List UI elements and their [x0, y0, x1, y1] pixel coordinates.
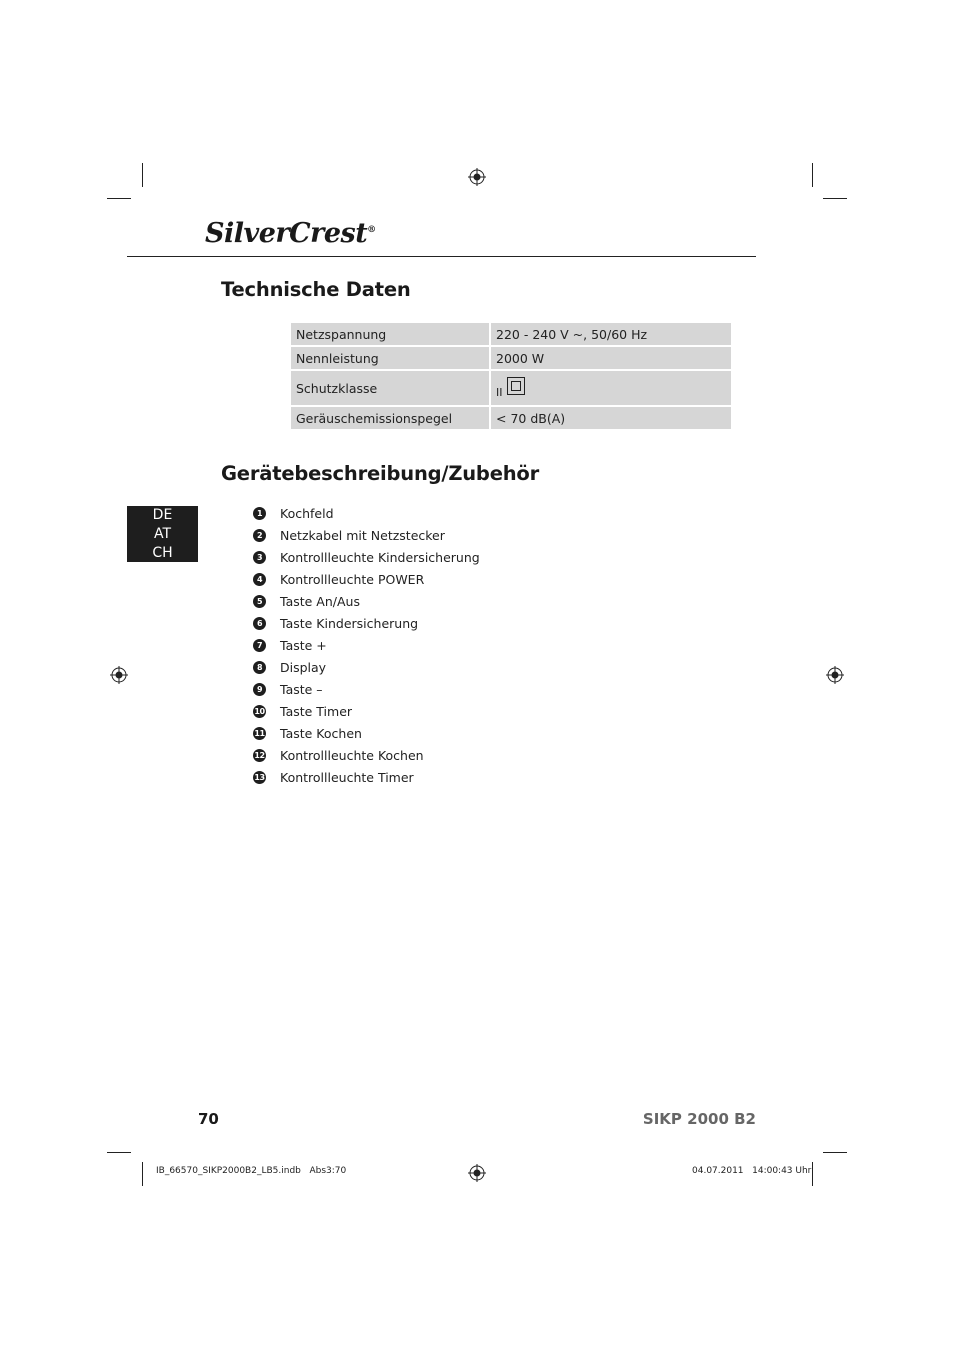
page-number: 70: [198, 1110, 219, 1128]
parts-list: [253, 502, 480, 788]
item-label: Display: [280, 659, 327, 675]
spec-label: Nennleistung: [291, 347, 489, 369]
item-number-badge: 4: [253, 573, 266, 586]
list-item: [253, 568, 480, 590]
header-divider: [127, 256, 756, 257]
item-label: Netzkabel mit Netzstecker: [280, 527, 445, 543]
item-label: Taste An/Aus: [280, 593, 360, 609]
crop-mark: [142, 163, 143, 187]
crop-mark: [142, 1162, 143, 1186]
language-code: CH: [152, 545, 173, 561]
list-item: [253, 590, 480, 612]
item-number-badge: 3: [253, 551, 266, 564]
table-row: [291, 407, 731, 429]
language-tab: [127, 506, 198, 562]
language-code: AT: [153, 526, 172, 542]
item-number-badge: 10: [254, 706, 265, 716]
section-title-description: Gerätebeschreibung/Zubehör: [221, 462, 540, 485]
print-slug-file: IB_66570_SIKP2000B2_LB5.indb Abs3:70: [156, 1166, 347, 1176]
item-number-badge: 6: [253, 617, 266, 630]
item-label: Kontrollleuchte Kindersicherung: [280, 549, 480, 565]
table-row: [291, 371, 731, 405]
spec-value: [491, 371, 731, 405]
item-label: Kontrollleuchte Timer: [280, 769, 414, 785]
item-label: Taste Kochen: [280, 725, 362, 741]
crop-mark: [812, 1162, 813, 1186]
spec-value: 220 - 240 V ~, 50/60 Hz: [491, 323, 731, 345]
crop-mark: [823, 1152, 847, 1153]
spec-label: Schutzklasse: [291, 371, 489, 405]
list-item: [253, 634, 480, 656]
item-label: Taste –: [280, 681, 323, 697]
item-number-badge: 12: [254, 750, 265, 760]
list-item: [253, 656, 480, 678]
list-item: [253, 722, 480, 744]
crop-mark: [812, 163, 813, 187]
crop-mark: [107, 198, 131, 199]
registration-mark-icon: [110, 666, 128, 684]
table-row: [291, 323, 731, 345]
registration-mark-icon: [468, 168, 486, 186]
item-number-badge: 5: [253, 595, 266, 608]
list-item: [253, 546, 480, 568]
print-slug-date: 04.07.2011 14:00:43 Uhr: [692, 1166, 812, 1176]
spec-label: Netzspannung: [291, 323, 489, 345]
item-number-badge: 2: [253, 529, 266, 542]
crop-mark: [823, 198, 847, 199]
protection-class-ii-icon: [507, 377, 525, 395]
item-label: Kontrollleuchte Kochen: [280, 747, 424, 763]
item-number-badge: 8: [253, 661, 266, 674]
spec-value: 2000 W: [491, 347, 731, 369]
language-code: DE: [152, 507, 173, 523]
item-label: Kochfeld: [280, 505, 334, 521]
list-item: [253, 766, 480, 788]
table-row: [291, 347, 731, 369]
registration-mark-icon: [826, 666, 844, 684]
list-item: [253, 502, 480, 524]
item-number-badge: 9: [253, 683, 266, 696]
spec-label: Geräuschemissionspegel: [291, 407, 489, 429]
item-number-badge: 1: [253, 507, 266, 520]
item-number-badge: 13: [254, 772, 265, 782]
crop-mark: [107, 1152, 131, 1153]
list-item: [253, 744, 480, 766]
list-item: [253, 678, 480, 700]
list-item: [253, 524, 480, 546]
section-title-technical-data: Technische Daten: [221, 278, 411, 301]
registration-mark-icon: [468, 1164, 486, 1182]
list-item: [253, 612, 480, 634]
spec-value: < 70 dB(A): [491, 407, 731, 429]
item-label: Taste Timer: [280, 703, 353, 719]
spec-table: [291, 323, 731, 431]
item-number-badge: 11: [254, 728, 265, 738]
list-item: [253, 700, 480, 722]
brand-logo: SilverCrest®: [205, 218, 376, 249]
item-number-badge: 7: [253, 639, 266, 652]
item-label: Kontrollleuchte POWER: [280, 571, 425, 587]
item-label: Taste +: [280, 637, 327, 653]
model-name: SIKP 2000 B2: [642, 1110, 756, 1128]
item-label: Taste Kindersicherung: [280, 615, 419, 631]
protection-class-text: II: [496, 386, 503, 399]
